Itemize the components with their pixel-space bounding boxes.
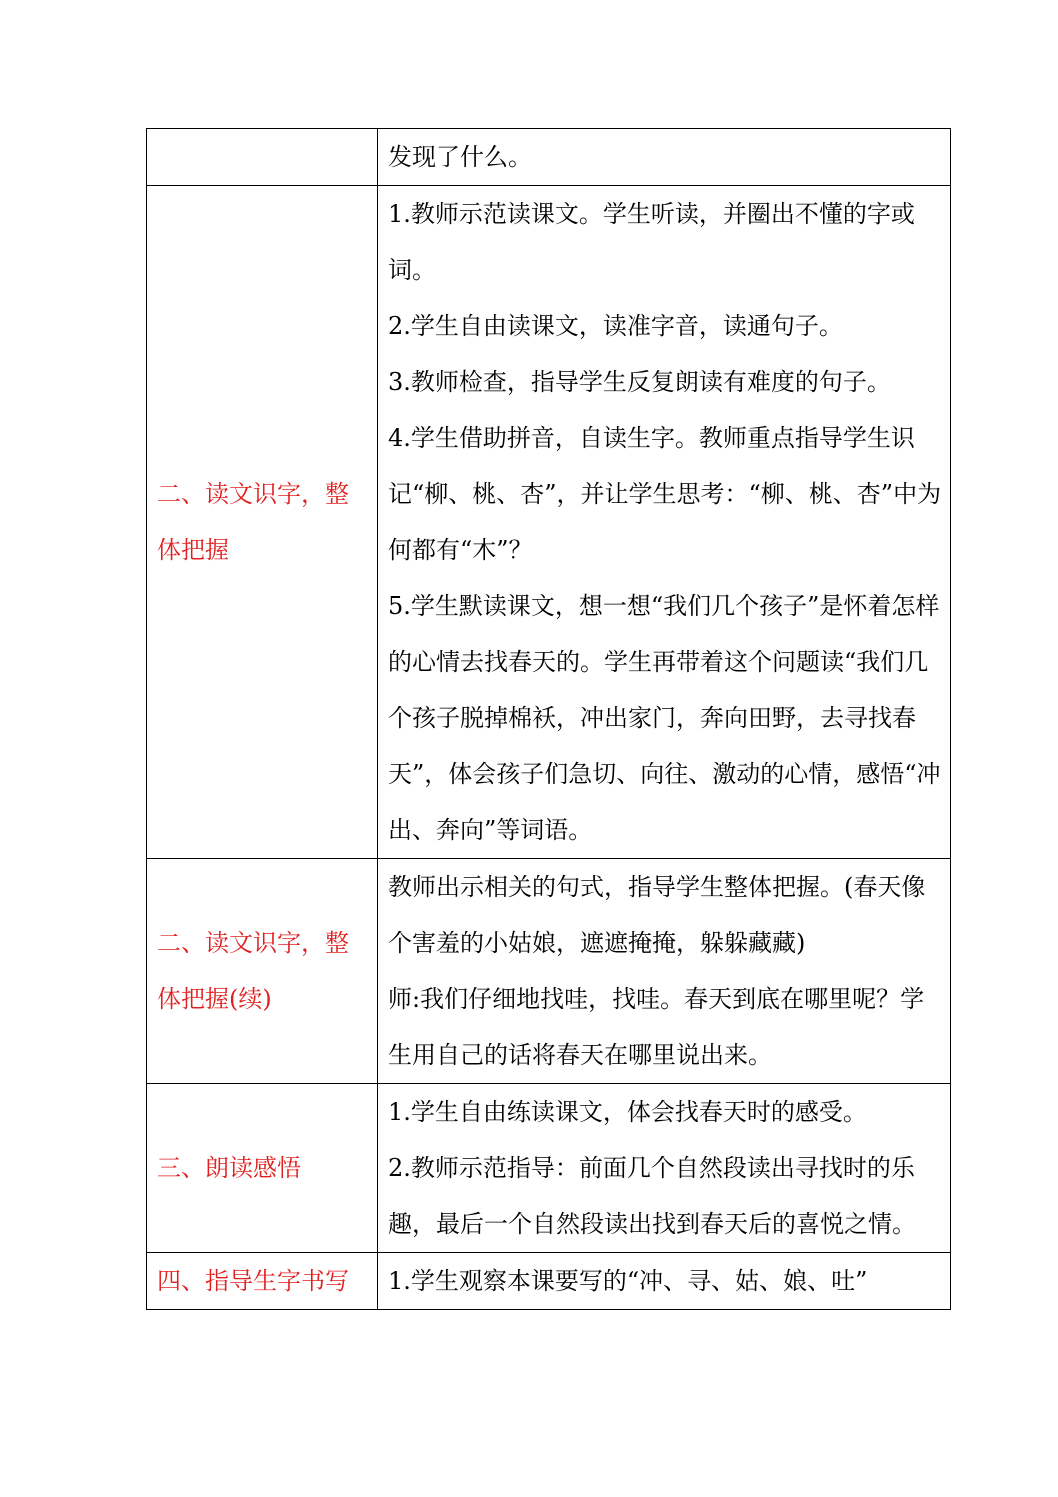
content-cell — [378, 186, 951, 859]
content-paragraph: 2.教师示范指导：前面几个自然段读出寻找时的乐趣，最后一个自然段读出找到春天后的喜悦之情。 — [388, 1154, 916, 1238]
lesson-plan-table — [146, 128, 951, 1310]
content-paragraph: 3.教师检查，指导学生反复朗读有难度的句子。 — [388, 368, 891, 396]
content-paragraph: 4.学生借助拼音，自读生字。教师重点指导学生识记“柳、桃、杏”，并让学生思考：“柳、桃、杏”中为何都有“木”？ — [388, 424, 942, 564]
table-row — [147, 1084, 951, 1253]
content-cell — [378, 1084, 951, 1253]
step-cell: 四、指导生字书写 — [147, 1253, 378, 1310]
content-paragraph: 5.学生默读课文，想一想“我们几个孩子”是怀着怎样的心情去找春天的。学生再带着这个问题读“我们几个孩子脱掉棉袄，冲出家门，奔向田野，去寻找春天”，体会孩子们急切、向往、激动的心情，感悟“冲出、奔向”等词语。 — [388, 592, 941, 844]
content-paragraph: 1.学生观察本课要写的“冲、寻、姑、娘、吐” — [388, 1267, 868, 1295]
content-paragraph: 师:我们仔细地找哇，找哇。春天到底在哪里呢？学生用自己的话将春天在哪里说出来。 — [388, 985, 925, 1069]
content-cell — [378, 129, 951, 186]
content-cell — [378, 1253, 951, 1310]
step-cell: 三、朗读感悟 — [147, 1084, 378, 1253]
content-paragraph: 2.学生自由读课文，读准字音，读通句子。 — [388, 312, 843, 340]
content-cell — [378, 859, 951, 1084]
content-paragraph: 1.教师示范读课文。学生听读，并圈出不懂的字或词。 — [388, 200, 915, 284]
content-paragraph: 发现了什么。 — [388, 143, 532, 171]
table-row — [147, 1253, 951, 1310]
step-cell: 二、读文识字，整体把握 — [147, 186, 378, 859]
content-paragraph: 1.学生自由练读课文，体会找春天时的感受。 — [388, 1098, 867, 1126]
table-row — [147, 186, 951, 859]
table-row — [147, 859, 951, 1084]
content-paragraph: 教师出示相关的句式，指导学生整体把握。(春天像个害羞的小姑娘，遮遮掩掩，躲躲藏藏) — [388, 873, 926, 957]
table-row — [147, 129, 951, 186]
step-cell — [147, 129, 378, 186]
step-cell: 二、读文识字，整体把握(续) — [147, 859, 378, 1084]
